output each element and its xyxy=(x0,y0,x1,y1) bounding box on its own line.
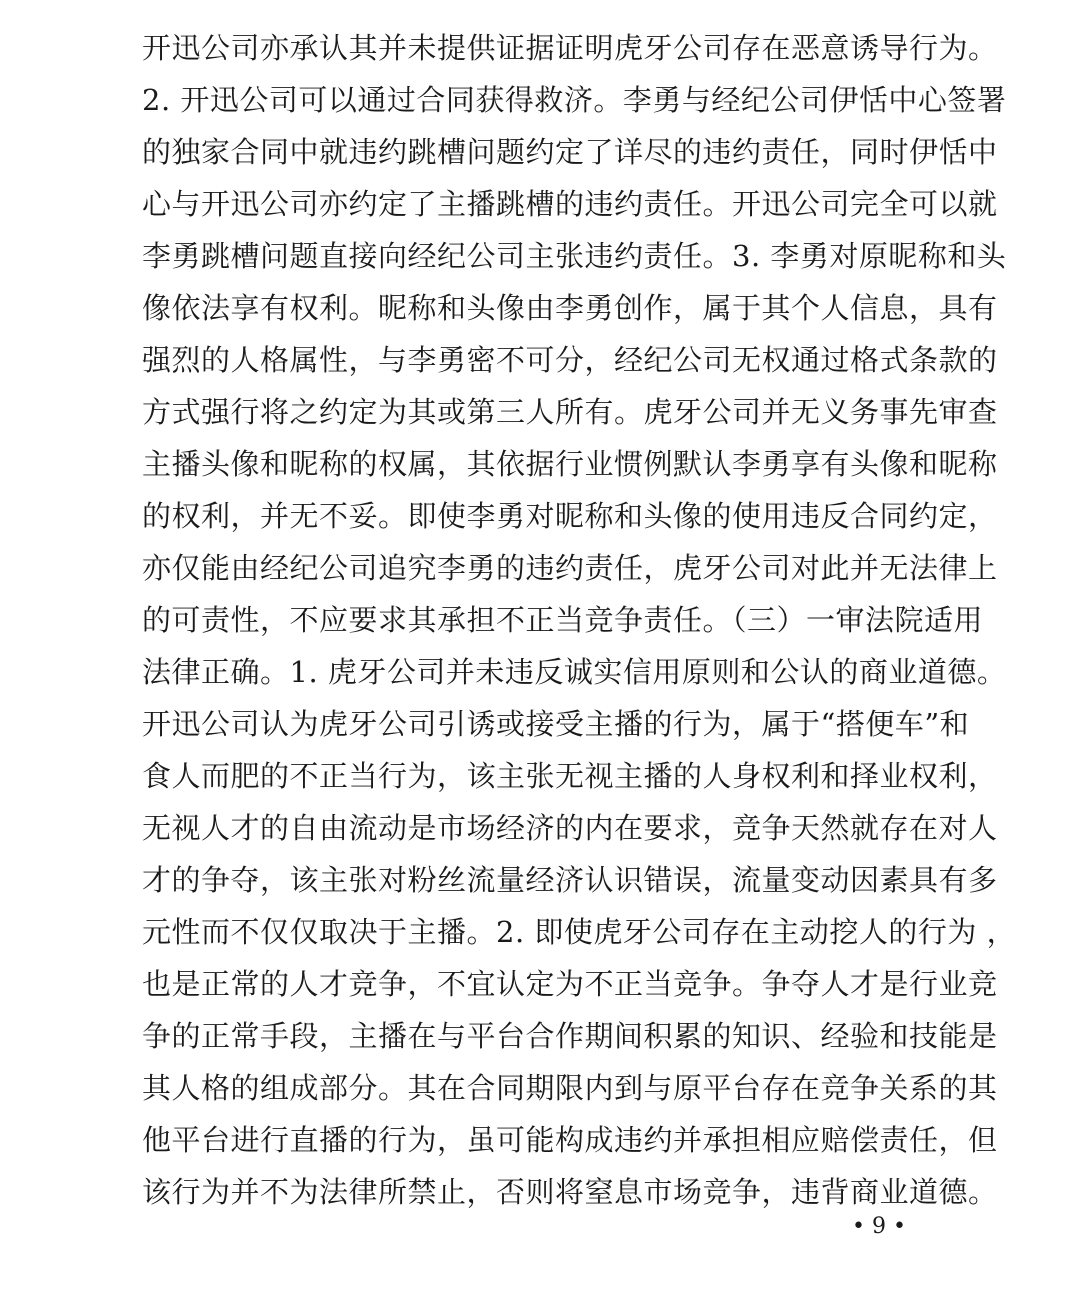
text-line: 食人而肥的不正当行为，该主张无视主播的人身权利和择业权利， xyxy=(142,759,998,793)
text-line: 2. 开迅公司可以通过合同获得救济。李勇与经纪公司伊恬中心签署 xyxy=(142,83,1007,117)
text-line: 元性而不仅仅取决于主播。2. 即使虎牙公司存在主动挖人的行为 ， xyxy=(142,915,1017,949)
text-line: 也是正常的人才竞争，不宜认定为不正当竞争。争夺人才是行业竞 xyxy=(142,967,998,1001)
text-line: 其人格的组成部分。其在合同期限内到与原平台存在竞争关系的其 xyxy=(142,1071,998,1105)
text-line: 主播头像和昵称的权属，其依据行业惯例默认李勇享有头像和昵称 xyxy=(142,447,998,481)
text-line: 李勇跳槽问题直接向经纪公司主张违约责任。3. 李勇对原昵称和头 xyxy=(142,239,1007,273)
text-line: 无视人才的自由流动是市场经济的内在要求，竞争天然就存在对人 xyxy=(142,811,998,845)
text-line: 的可责性，不应要求其承担不正当竞争责任。（三）一审法院适用 xyxy=(142,603,984,637)
text-line: 亦仅能由经纪公司追究李勇的违约责任，虎牙公司对此并无法律上 xyxy=(142,551,998,585)
text-line: 争的正常手段，主播在与平台合作期间积累的知识、经验和技能是 xyxy=(142,1019,998,1053)
text-line: 心与开迅公司亦约定了主播跳槽的违约责任。开迅公司完全可以就 xyxy=(142,187,998,221)
text-line: 方式强行将之约定为其或第三人所有。虎牙公司并无义务事先审查 xyxy=(142,395,998,429)
body-text xyxy=(142,22,1017,1218)
text-line: 开迅公司亦承认其并未提供证据证明虎牙公司存在恶意诱导行为。 xyxy=(142,31,998,65)
text-line: 该行为并不为法律所禁止，否则将窒息市场竞争，违背商业道德。 xyxy=(142,1175,998,1209)
text-line: 开迅公司认为虎牙公司引诱或接受主播的行为，属于“搭便车”和 xyxy=(142,707,970,741)
text-line: 强烈的人格属性，与李勇密不可分，经纪公司无权通过格式条款的 xyxy=(142,343,998,377)
text-line: 他平台进行直播的行为，虽可能构成违约并承担相应赔偿责任，但 xyxy=(142,1123,998,1157)
text-line: 像依法享有权利。昵称和头像由李勇创作，属于其个人信息，具有 xyxy=(142,291,998,325)
text-line: 才的争夺，该主张对粉丝流量经济认识错误，流量变动因素具有多 xyxy=(142,863,998,897)
text-line: 的权利，并无不妥。即使李勇对昵称和头像的使用违反合同约定， xyxy=(142,499,998,533)
page-number: • 9 • xyxy=(852,1214,906,1239)
text-line: 法律正确。1. 虎牙公司并未违反诚实信用原则和公认的商业道德。 xyxy=(142,655,1007,689)
text-line: 的独家合同中就违约跳槽问题约定了详尽的违约责任，同时伊恬中 xyxy=(142,135,998,169)
